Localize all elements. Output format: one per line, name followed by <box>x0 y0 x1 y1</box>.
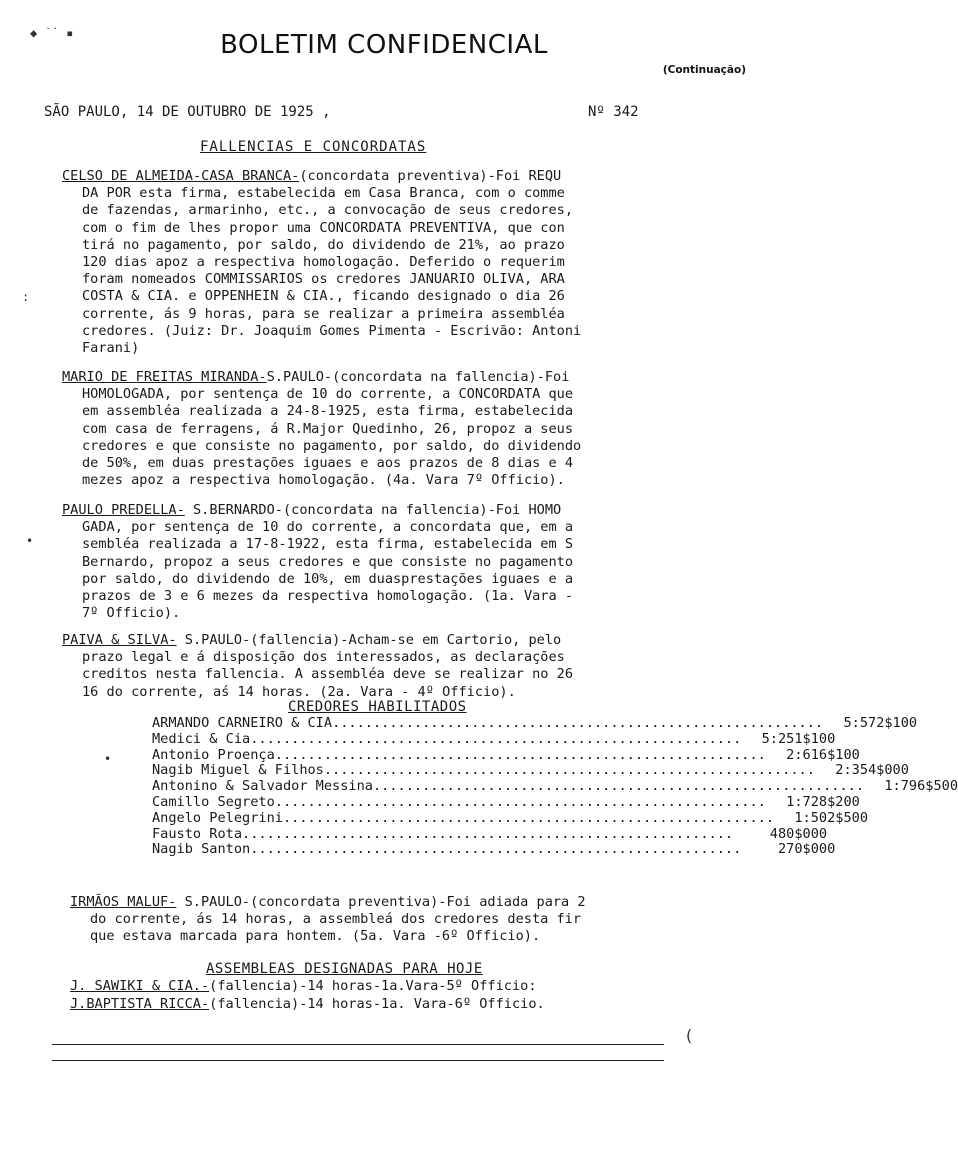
creditor-row <box>152 793 860 811</box>
ink-mark: ◆ ˙˙ ▪ <box>30 26 74 40</box>
dot-leader: ............................................................ <box>242 825 734 842</box>
creditor-name: Angelo Pelegrini <box>152 809 283 826</box>
creditor-name: Camillo Segreto <box>152 793 275 810</box>
creditor-amount: 2:616$100 <box>786 746 860 763</box>
entry-name: MARIO DE FREITAS MIRANDA- <box>62 369 267 385</box>
entry-text: creditos nesta fallencia. A assembléa deve se realizar no 26 <box>82 666 574 683</box>
divider-line <box>52 1060 664 1061</box>
entry-name: PAULO PREDELLA- <box>62 502 185 518</box>
divider-line <box>52 1044 664 1045</box>
entry-text: em assembléa realizada a 24-8-1925, esta firma, estabelecida <box>82 403 574 420</box>
creditor-name: ARMANDO CARNEIRO & CIA <box>152 715 333 731</box>
creditor-name: Nagib Miguel & Filhos <box>152 762 324 779</box>
entry-text: credores. (Juiz: Dr. Joaquim Gomes Pimenta - Escrivão: Antoni <box>82 322 582 339</box>
entry-text: prazo legal e á disposição dos interessados, as declarações <box>82 649 565 666</box>
entry-text: 16 do corrente, aś 14 horas. (2a. Vara - 4º Officio). <box>82 683 516 700</box>
entry-text: DA POR esta firma, estabelecida em Casa Branca, com o comme <box>82 185 565 202</box>
entry-text: tirá no pagamento, por saldo, do dividendo de 21%, ao prazo <box>82 236 565 253</box>
ink-mark: : <box>22 290 30 304</box>
entry-text: de 50%, em duas prestações iguaes e aos prazos de 8 dias e 4 <box>82 455 574 472</box>
entry-text: GADA, por sentença de 10 do corrente, a concordata que, em a <box>82 519 574 536</box>
creditor-list <box>152 715 958 858</box>
dot-leader: ............................................................ <box>274 746 766 763</box>
assemblea-name: J. SAWIKI & CIA.- <box>70 978 210 994</box>
ink-dot: • <box>104 752 112 766</box>
entry-celso-de-almeida <box>62 168 682 357</box>
entry-text: foram nomeados COMMISSARIOS os credores JANUARIO OLIVA, ARA <box>82 271 565 288</box>
entry-text: por saldo, do dividendo de 10%, em duasprestações iguaes e a <box>82 570 574 587</box>
entry-name: IRMÃOS MALUF- <box>70 894 177 910</box>
ink-mark: ( <box>684 1026 694 1045</box>
assemblea-name: J.BAPTISTA RICCA- <box>70 996 210 1012</box>
entry-text: S.PAULO-(concordata na fallencia)-Foi <box>266 369 570 385</box>
entry-irmaos-maluf <box>70 894 690 946</box>
creditor-name: Antonio Proença <box>152 746 275 763</box>
creditor-row <box>152 730 836 748</box>
creditor-row <box>152 809 869 827</box>
assemblea-item <box>70 978 690 995</box>
entry-text: corrente, ás 9 horas, para se realizar a primeira assembléa <box>82 305 565 322</box>
entry-text: sembléa realizada a 17-8-1922, esta firma, estabelecida em S <box>82 536 574 553</box>
creditor-amount: 1:728$200 <box>786 793 860 810</box>
entry-text: Bernardo, propoz a seus credores e que consiste no pagamento <box>82 553 574 570</box>
entry-text: 7º Officio). <box>82 605 181 622</box>
continuation-label: (Continuação) <box>662 64 746 76</box>
creditors-title: CREDORES HABILITADOS <box>288 699 467 715</box>
entry-text: S.BERNARDO-(concordata na fallencia)-Foi HOMO <box>184 502 562 518</box>
dot-leader: ............................................................ <box>250 730 742 747</box>
dot-leader: ............................................................ <box>332 715 824 731</box>
creditor-name: Medici & Cia <box>152 730 251 747</box>
entry-name: CELSO DE ALMEIDA-CASA BRANCA- <box>62 168 300 184</box>
creditor-amount: 480$000 <box>769 825 828 842</box>
entry-text: S.PAULO-(fallencia)-Acham-se em Cartorio, pelo <box>176 632 562 648</box>
creditor-row <box>152 715 918 732</box>
creditor-row <box>152 825 828 843</box>
creditor-amount: 5:251$100 <box>761 730 836 747</box>
entry-text: COSTA & CIA. e OPPENHEIN & CIA., ficando designado o dia 26 <box>82 288 565 305</box>
entry-text: com o fim de lhes propor uma CONCORDATA PREVENTIVA, que con <box>82 219 565 236</box>
creditor-name: Nagib Santon <box>152 841 251 858</box>
dot-leader: ............................................................ <box>274 793 766 810</box>
entry-text: mezes apoz a respectiva homologação. (4a. Vara 7º Officio). <box>82 472 565 489</box>
entry-text: credores e que consiste no pagamento, por saldo, do dividendo <box>82 437 582 454</box>
assembleas-title: ASSEMBLEAS DESIGNADAS PARA HOJE <box>206 961 483 977</box>
creditor-row <box>152 841 836 858</box>
creditor-amount: 270$000 <box>777 841 836 858</box>
dot-leader: ............................................................ <box>323 762 815 779</box>
creditor-name: Fausto Rota <box>152 825 243 842</box>
assemblea-text: (fallencia)-14 horas-1a. Vara-6º Officio. <box>209 996 545 1012</box>
creditor-row <box>152 778 958 795</box>
entry-text: Farani) <box>82 340 140 357</box>
creditor-row <box>152 762 909 779</box>
entry-text: (concordata preventiva)-Foi REQU <box>299 168 562 184</box>
entry-text: 120 dias apoz a respectiva homologação. Deferido o requerim <box>82 254 565 271</box>
entry-text: que estava marcada para hontem. (5a. Vara -6º Officio). <box>90 928 541 945</box>
section-title: FALLENCIAS E CONCORDATAS <box>200 139 427 155</box>
dot-leader: ............................................................ <box>282 809 775 826</box>
creditor-amount: 1:502$500 <box>794 809 869 826</box>
ink-dot: • <box>26 534 34 548</box>
entry-text: com casa de ferragens, á R.Major Quedinho, 26, propoz a seus <box>82 420 574 437</box>
entry-text: HOMOLOGADA, por sentença de 10 do corrente, a CONCORDATA que <box>82 386 574 403</box>
bulletin-number: Nº 342 <box>588 104 639 120</box>
dot-leader: ............................................................ <box>372 778 865 795</box>
assemblea-text: (fallencia)-14 horas-1a.Vara-5º Officio: <box>209 978 537 994</box>
entry-mario-de-freitas-miranda <box>62 369 682 489</box>
creditor-amount: 2:354$000 <box>835 762 909 779</box>
dateline: SÃO PAULO, 14 DE OUTUBRO DE 1925 , <box>44 104 331 120</box>
entry-paulo-predella <box>62 502 682 622</box>
bulletin-title: BOLETIM CONFIDENCIAL <box>220 30 548 60</box>
creditor-row <box>152 746 860 764</box>
entry-text: de fazendas, armarinho, etc., a convocação de seus credores, <box>82 202 574 219</box>
creditor-name: Antonino & Salvador Messina <box>152 778 373 795</box>
creditor-amount: 5:572$100 <box>843 715 918 731</box>
entry-text: S.PAULO-(concordata preventiva)-Foi adiada para 2 <box>176 894 586 910</box>
entry-text: do corrente, ás 14 horas, a assembleá dos credores desta fir <box>90 911 582 928</box>
dot-leader: ............................................................ <box>250 841 742 858</box>
entry-text: prazos de 3 e 6 mezes da respectiva homologação. (1a. Vara - <box>82 588 574 605</box>
creditor-amount: 1:796$500 <box>884 778 958 795</box>
assemblea-item <box>70 996 690 1013</box>
entry-paiva-silva <box>62 632 682 701</box>
entry-name: PAIVA & SILVA- <box>62 632 177 648</box>
